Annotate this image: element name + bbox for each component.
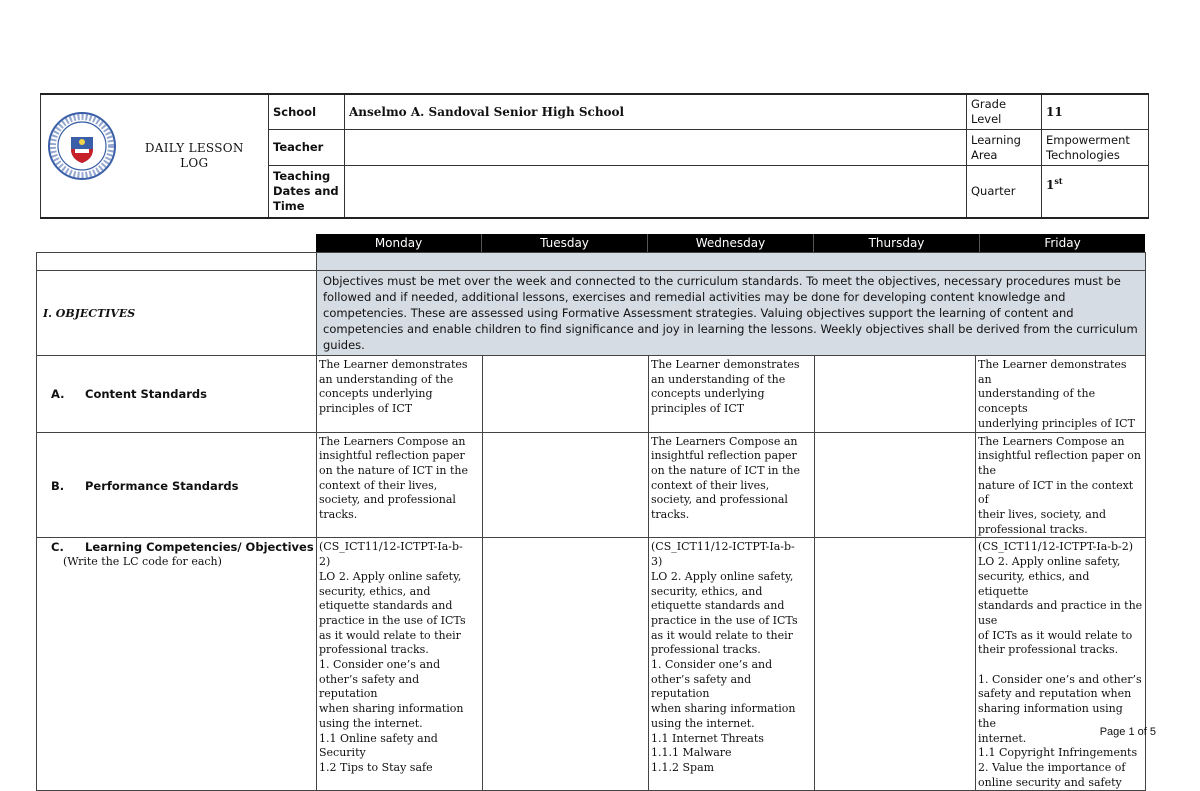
performance-friday: The Learners Compose an insightful reflection paper on the nature of ICT in the context of their lives, society, and professional tracks. xyxy=(976,432,1146,538)
competencies-monday: (CS_ICT11/12-ICTPT-Ia-b- 2) LO 2. Apply online safety, security, ethics, and etiquette standards and practice in the use of ICTs as it would relate to their professional tracks. 1. Consider one’s and other’s safety and reputation when sharing information using the internet. 1.1 Online safety and Security 1.2 Tips to Stay safe xyxy=(317,538,483,791)
teacher-label: Teacher xyxy=(269,130,345,166)
competencies-label: Learning Competencies/ Objectives xyxy=(85,540,314,555)
content-standards-row xyxy=(37,356,1146,433)
competencies-row xyxy=(37,538,1146,791)
learning-area-label: Learning Area xyxy=(967,130,1042,166)
teacher-value xyxy=(345,130,967,166)
objectives-row xyxy=(37,271,1146,356)
page-number: Page 1 of 5 xyxy=(1099,726,1156,738)
teaching-dates-value xyxy=(345,166,967,218)
competencies-tuesday xyxy=(483,538,649,791)
content-standards-label: Content Standards xyxy=(85,387,207,402)
day-monday: Monday xyxy=(316,234,482,252)
content-monday: The Learner demonstrates an understanding of the concepts underlying principles of ICT xyxy=(317,356,483,433)
quarter-number: 1 xyxy=(1046,178,1055,192)
performance-tuesday xyxy=(483,432,649,538)
quarter-value xyxy=(1042,166,1149,218)
content-friday: The Learner demonstrates an understanding of the concepts underlying principles of ICT xyxy=(976,356,1146,433)
learning-area-value: Empowerment Technologies xyxy=(1042,130,1149,166)
weekly-lesson-table xyxy=(36,252,1146,791)
school-label: School xyxy=(269,94,345,130)
performance-standards-label: Performance Standards xyxy=(85,478,239,493)
day-tuesday: Tuesday xyxy=(482,234,648,252)
day-thursday: Thursday xyxy=(814,234,980,252)
deped-seal-cell xyxy=(41,94,121,218)
performance-standards-letter: B. xyxy=(51,478,65,493)
competencies-thursday xyxy=(815,538,976,791)
content-standards-letter: A. xyxy=(51,387,65,402)
doc-title: DAILY LESSON LOG xyxy=(121,94,269,218)
grade-level-value: 11 xyxy=(1042,94,1149,130)
quarter-suffix: st xyxy=(1054,176,1063,186)
performance-standards-row xyxy=(37,432,1146,538)
performance-thursday xyxy=(815,432,976,538)
day-friday: Friday xyxy=(1044,236,1081,250)
competencies-letter: C. xyxy=(51,540,64,555)
performance-monday: The Learners Compose an insightful reflection paper on the nature of ICT in the context of their lives, society, and professional tracks. xyxy=(317,432,483,538)
weekday-header-bar xyxy=(316,234,1145,252)
content-tuesday xyxy=(483,356,649,433)
lesson-log-header xyxy=(40,93,1149,219)
objectives-text: Objectives must be met over the week and connected to the curriculum standards. To meet the objectives, necessary procedures must be followed and if needed, additional lessons, exercises and remedial activities may be done for developing content knowledge and competencies. These are assessed using Formative Assessment strategies. Valuing objectives support the learning of content and competencies and enable children to find significance and joy in learning the lessons. Weekly objectives shall be derived from the curriculum guides. xyxy=(317,271,1146,356)
performance-wednesday: The Learners Compose an insightful reflection paper on the nature of ICT in the context of their lives, society, and professional tracks. xyxy=(649,432,815,538)
objectives-label: I. OBJECTIVES xyxy=(43,306,136,320)
spacer-row xyxy=(37,253,1146,271)
quarter-label: Quarter xyxy=(967,166,1042,218)
competencies-note: (Write the LC code for each) xyxy=(63,555,222,569)
school-value: Anselmo A. Sandoval Senior High School xyxy=(345,94,967,130)
deped-seal-icon xyxy=(47,111,117,181)
competencies-wednesday: (CS_ICT11/12-ICTPT-Ia-b- 3) LO 2. Apply online safety, security, ethics, and etiquette standards and practice in the use of ICTs as it would relate to their professional tracks. 1. Consider one’s and other’s safety and reputation when sharing information using the internet. 1.1 Internet Threats 1.1.1 Malware 1.1.2 Spam xyxy=(649,538,815,791)
content-thursday xyxy=(815,356,976,433)
day-wednesday: Wednesday xyxy=(648,234,814,252)
competencies-friday: (CS_ICT11/12-ICTPT-Ia-b-2) LO 2. Apply online safety, security, ethics, and etiquette standards and practice in the use of ICTs as it would relate to their professional tracks. 1. Consider one’s and other’s safety and reputation when sharing information using the internet. 1.1 Copyright Infringements 2. Value the importance of online security and safety xyxy=(976,538,1146,791)
teaching-dates-label: Teaching Dates and Time xyxy=(269,166,345,218)
content-wednesday: The Learner demonstrates an understanding of the concepts underlying principles of ICT xyxy=(649,356,815,433)
grade-level-label: Grade Level xyxy=(967,94,1042,130)
